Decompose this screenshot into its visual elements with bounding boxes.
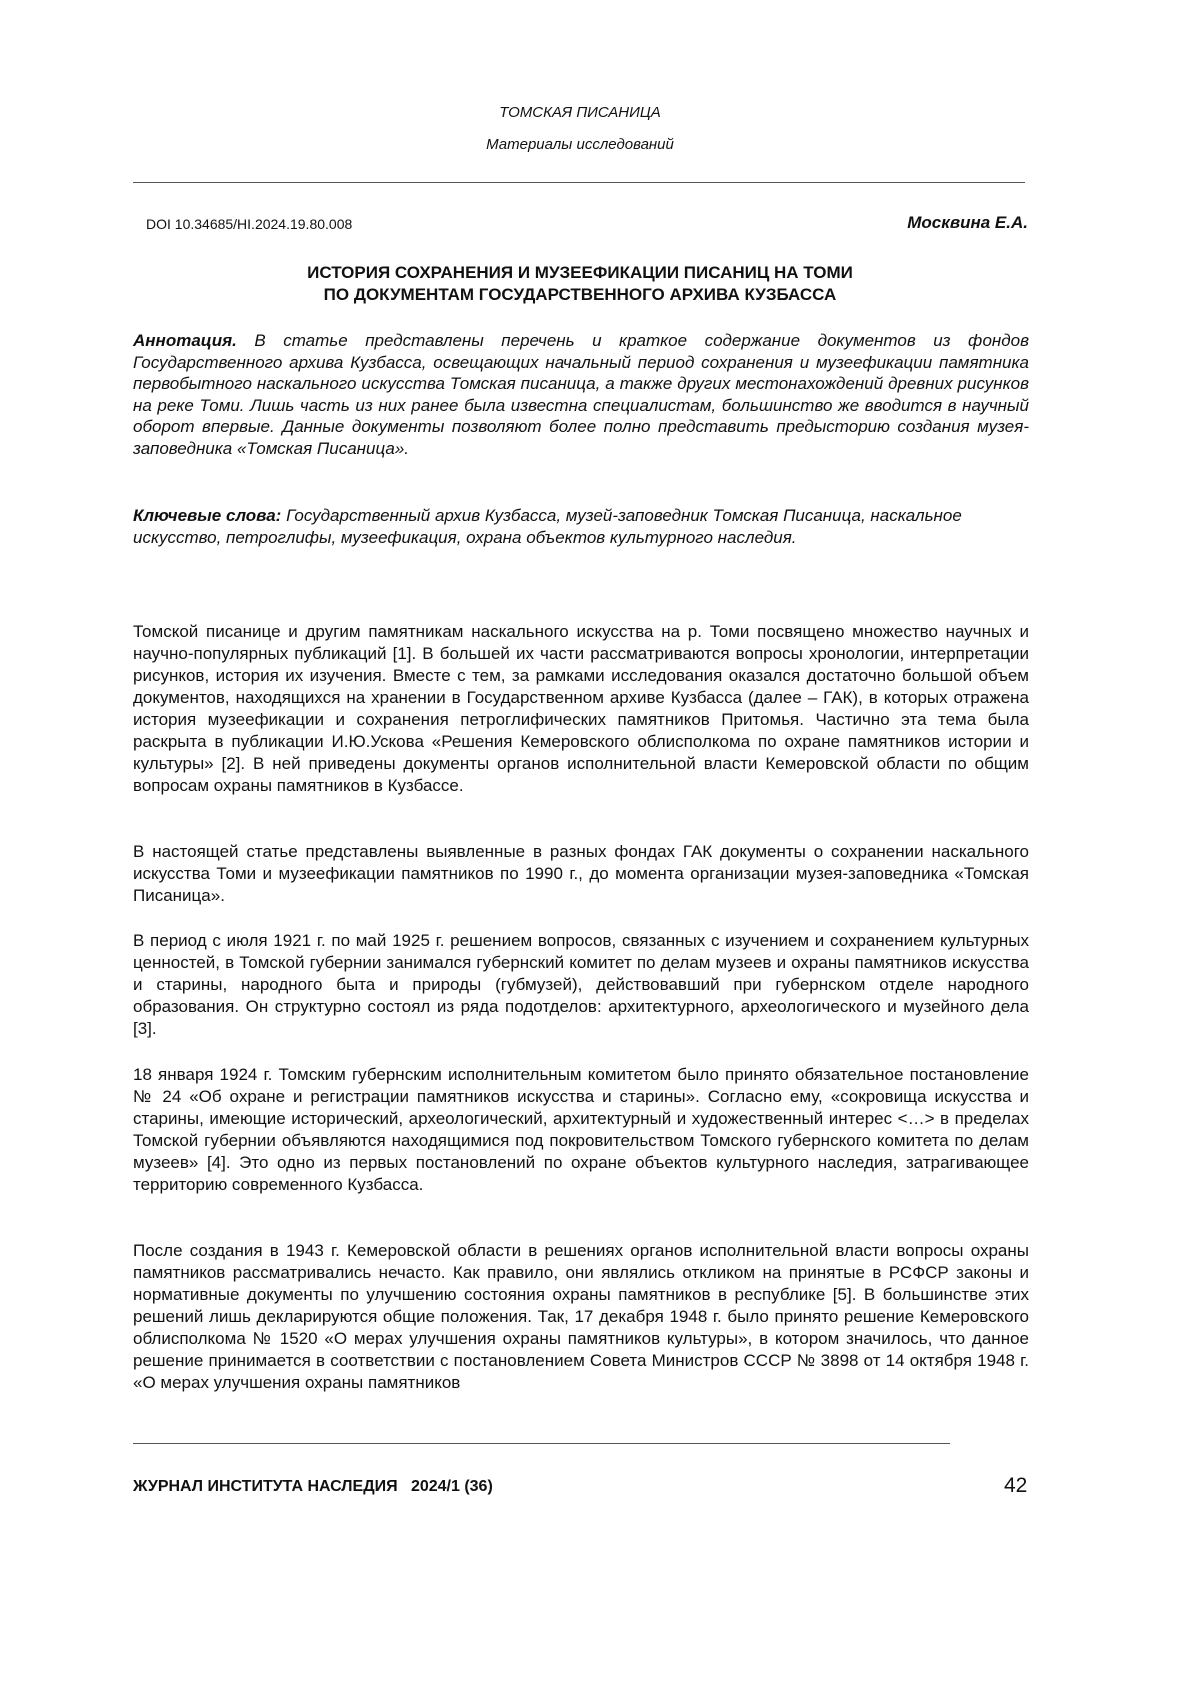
author: Москвина Е.А. (907, 213, 1028, 233)
keywords-label: Ключевые слова: (133, 506, 281, 525)
page-number: 42 (1004, 1474, 1027, 1498)
running-header-section: ТОМСКАЯ ПИСАНИЦА (130, 104, 1030, 121)
abstract-label: Аннотация. (133, 331, 237, 350)
title-line-1: ИСТОРИЯ СОХРАНЕНИЯ И МУЗЕЕФИКАЦИИ ПИСАНИЦ НА ТОМИ (130, 262, 1030, 284)
running-header-subsection: Материалы исследований (130, 136, 1030, 153)
body-paragraph: В период с июля 1921 г. по май 1925 г. решением вопросов, связанных с изучением и сохранением культурных ценностей, в Томской губернии занимался губернский комитет по делам музеев и охраны памятников искусства и старины, народного быта и природы (губмузей), действовавший при губернском отделе народного образования. Он структурно состоял из ряда подотделов: архитектурного, археологического и музейного дела [3]. (133, 930, 1029, 1040)
body-paragraph: В настоящей статье представлены выявленные в разных фондах ГАК документы о сохранении наскального искусства Томи и музеефикации памятников по 1990 г., до момента организации музея-заповедника «Томская Писаница». (133, 841, 1029, 907)
body-paragraph: 18 января 1924 г. Томским губернским исполнительным комитетом было принято обязательное постановление № 24 «Об охране и регистрации памятников искусства и старины». Согласно ему, «сокровища искусства и старины, имеющие исторический, археологический, архитектурный и художественный интерес <…> в пределах Томской губернии объявляются находящимися под покровительством Томского губернского комитета по делам музеев» [4]. Это одно из первых постановлений по охране объектов культурного наследия, затрагивающее территорию современного Кузбасса. (133, 1064, 1029, 1196)
doi: DOI 10.34685/HI.2024.19.80.008 (146, 216, 352, 232)
abstract (133, 330, 1029, 460)
footer-divider (133, 1443, 950, 1444)
title-line-2: ПО ДОКУМЕНТАМ ГОСУДАРСТВЕННОГО АРХИВА КУЗБАССА (130, 284, 1030, 306)
abstract-text: В статье представлены перечень и краткое содержание документов из фондов Государственного архива Кузбасса, освещающих начальный период сохранения и музеефикации памятника первобытного наскального искусства Томская писаница, а также других местонахождений древних рисунков на реке Томи. Лишь часть из них ранее была известна специалистам, большинство же вводится в научный оборот впервые. Данные документы позволяют более полно представить предысторию создания музея-заповедника «Томская Писаница». (133, 331, 1029, 458)
footer-journal: ЖУРНАЛ ИНСТИТУТА НАСЛЕДИЯ 2024/1 (36) (133, 1478, 493, 1496)
body-paragraph: После создания в 1943 г. Кемеровской области в решениях органов исполнительной власти вопросы охраны памятников рассматривались нечасто. Как правило, они являлись откликом на принятые в РСФСР законы и нормативные документы по улучшению состояния охраны памятников в республике [5]. В большинстве этих решений лишь декларируются общие положения. Так, 17 декабря 1948 г. было принято решение Кемеровского облисполкома № 1520 «О мерах улучшения охраны памятников культуры», в котором значилось, что данное решение принимается в соответствии с постановлением Совета Министров СССР № 3898 от 14 октября 1948 г. «О мерах улучшения охраны памятников (133, 1240, 1029, 1394)
keywords-text: Государственный архив Кузбасса, музей-заповедник Томская Писаница, наскальное искусство, петроглифы, музеефикация, охрана объектов культурного наследия. (133, 506, 962, 547)
keywords (133, 505, 973, 549)
header-divider (133, 182, 1025, 183)
body-paragraph: Томской писанице и другим памятникам наскального искусства на р. Томи посвящено множество научных и научно-популярных публикаций [1]. В большей их части рассматриваются вопросы хронологии, интерпретации рисунков, история их изучения. Вместе с тем, за рамками исследования оказался достаточно большой объем документов, находящихся на хранении в Государственном архиве Кузбасса (далее – ГАК), в которых отражена история музеефикации и сохранения петроглифических памятников Притомья. Частично эта тема была раскрыта в публикации И.Ю.Ускова «Решения Кемеровского облисполкома по охране памятников истории и культуры» [2]. В ней приведены документы органов исполнительной власти Кемеровской области по общим вопросам охраны памятников в Кузбассе. (133, 621, 1029, 797)
article-title (130, 262, 1030, 306)
